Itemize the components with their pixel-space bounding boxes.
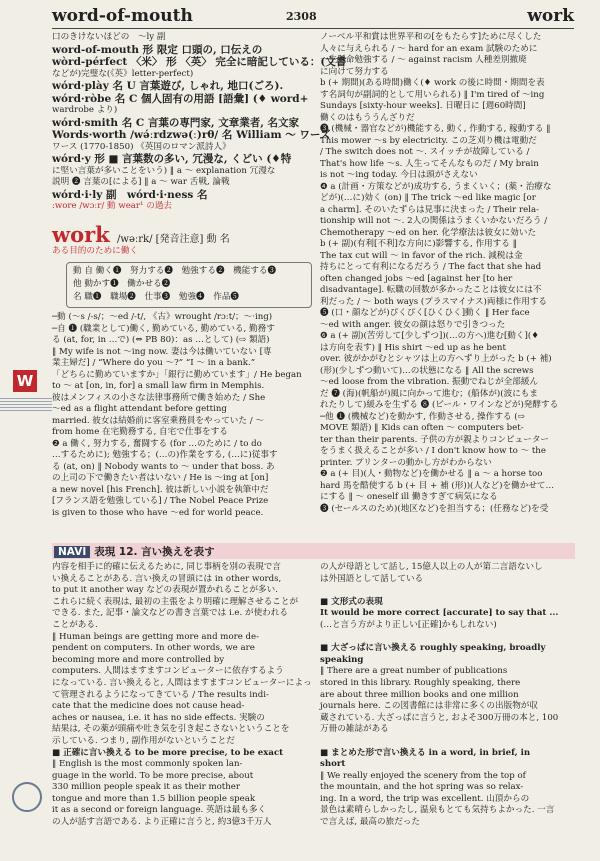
entry-line: …するために); 勉強する；(…の)作業をする, (…に)従事す [52,450,278,460]
navi-line: pendent on computers. In other words, we are [52,643,255,654]
entry-line: a charm]. そのいたずらは見事に決まった / Their rela- [320,204,539,215]
navi-left-column [52,562,310,829]
navi-line: できる. また, 記事・論文などの書き言葉では i.e. が使われる [52,608,288,619]
core-meaning-label: ある目的のために働く [52,246,138,256]
navi-line: 蔵されている. 大ざっぱに言うと, およそ300万冊の本と, 100 [320,712,559,723]
navi-line: ing. In a word, the trip was excellent. 山頂からの [320,793,530,804]
entry-line: 業主婦だ] / “Where do you ～?” “I ～ in a bank.” [52,358,256,368]
entry-line: ❻ a (+ 副)(苦労して[少しずつ])(…の方へ)進む[動く](♦ [320,331,539,341]
entry-line: ノーベル平和賞は世界平和の[をもたらす]ために尽くした [320,32,542,42]
entry-line: ～ed loose from the vibration. 振動でねじが全部緩ん [320,377,539,387]
entry-line: printer. プリンターの動かし方がわからない [320,457,492,468]
entry-line: れたりして)緩みを生ずる ❽ (ビール・ワインなどが)発酵する [320,400,559,410]
navi-subheading: speaking [320,654,364,665]
navi-line: 内容を相手に的確に伝えるために, 同じ事柄を別の表現で言 [52,562,281,572]
entry-line: ❷ a (+ 目)(人・動物など)を働かせる ‖ a ～ a horse too [320,469,543,479]
navi-line: 結果は, その薬が頭痛や吐き気を引き起こさないということを [52,724,290,735]
entry-line: 口のきけないほどの ～ly 副 [52,32,166,42]
meaning-summary-box [66,262,312,308]
entry-line: is not ～ing today. 今日は頭がさえない [320,170,478,180]
entry-line: This mower ～s by electricity. この芝刈り機は電動だ [320,135,537,146]
entry-line: す名詞句が副詞的として用いられる) ‖ I'm tired of ～ing [320,89,545,100]
entry-line: ─動 (～s /-s/；～ed /-t/, 《古》wrought /rɔːt/；～·ing) [52,312,273,322]
navi-line: computers. 人間はますますコンピューターに依存するよう [52,666,284,677]
entry-line: b (+ 期間)(ある時間)働く(♦ work の後に時間・期間を表 [320,78,545,88]
navi-line: ‖ We really enjoyed the scenery from the top of [320,770,526,781]
navi-line: 景色は素晴らしかったし, 温泉もとても気持ちよかった. 一言 [320,805,555,816]
entry-line: b (+ 副)(有利[不利]な方向に)影響する, 作用する ‖ [320,239,517,249]
entry-line: Chemotherapy ～ed on her. 化学療法は彼女に効いた [320,227,537,238]
entry-line: どが)(…に)効く (on) ‖ The trick ～ed like magic [or [320,193,536,203]
entry-line: の上司の下で働きたい者はいない / He is ～ing at [on] [52,473,269,483]
entry-line: 彼はメンフィスの小さな法律事務所で働き始めた / She [52,392,266,403]
header-rule [52,28,574,29]
entry-line: That's how life ～s. 人生ってそんなものだ / My brain [320,158,539,169]
navi-line [320,585,575,597]
entry-line: 持ちにとって有利になるだろう / The fact that she had [320,262,542,272]
entry-line: wardrobe より) [52,105,118,115]
entry-line: wórd·y 形 ■ 言葉数の多い, 冗漫な, くどい (♦特 [52,153,292,165]
entry-line: ❸ (セールスのため)(地区など)を担当する；(任務など)を受 [320,503,549,514]
entry-line: [フランス語を勉強している] / The Nobel Peace Prize [52,496,269,506]
headword-work: work [52,222,110,247]
navi-line: て管理されるようになってきている / The results indi- [52,689,269,700]
navi-line: ‖ Human beings are getting more and more de- [52,631,260,642]
entry-line: disadvantage]. 転職の回数が多かったことは彼女には不 [320,285,542,295]
entry-line: だ ❼ (海)(帆船が)風に向かって進む；(船体が)(波にもま [320,388,538,399]
entry-line: often changed jobs ～ed [against her [to her [320,273,513,284]
entry-line: などが)完璧な(《英》letter-perfect) [52,68,194,79]
navi-line: い換えることがある. 言い換えの冒頭には in other words, [52,573,282,584]
entry-line: 説明 ❷ 言葉の[による] ‖ a ～ war 舌戦, 論戦 [52,177,230,187]
entry-line: married. 彼女は結婚前に客室乗務員をやっていた / ～ [52,415,264,426]
navi-subheading: ■ 大ざっぱに言い換える roughly speaking, broadly [320,643,546,654]
navi-line: の人が話す言語である. より正確に言うと, 約3億3千万人 [52,817,272,828]
navi-right-column [320,562,575,829]
summary-line: 名 職❶ 職場❷ 仕事❸ 勉強❹ 作品❺ [73,292,240,302]
navi-line: 万冊の雑誌がある [320,724,389,735]
entry-line: wórd·ròbe 名 C 個人固有の用語 [語彙] (♦ word+ [52,92,309,105]
entry-line: 利だった / ～ both ways (プラスマイナス)両様に作用する [320,296,548,307]
entry-line: is given to those who have ～ed for world peace. [52,507,264,518]
left-column-senses [52,312,310,519]
entry-line: / The switch does not ～. スイッチが故障している / [320,147,530,157]
navi-subheading: short [320,759,346,770]
entry-line: に向けて努力する [320,66,389,77]
entry-line: tionship will not ～. 2人の関係はうまくいかないだろう / [320,216,548,226]
entry-line: a new novel [his French]. 彼は新しい小説を執筆中だ [52,484,269,495]
navi-line: guage in the world. To be more precise, about [52,770,254,781]
entry-line: ❸ (機械・器官などが)機能する, 動く, 作動する, 稼動する ‖ [320,124,551,134]
entry-line: ❺ (口・顔などが)ぴくぴく[ひくひく]動く ‖ Her face [320,308,530,318]
navi-line: cate that the medicine does not cause head- [52,701,245,712]
navi-title: 表現 12. 言い換えを表す [94,546,215,558]
navi-line: は外国語として話している [320,573,424,584]
navi-line: これらに続く表現は, 最初の主張をより明確に理解させることが [52,596,299,607]
entry-line: MOVE 類語) ‖ Kids can often ～ computers bet- [320,423,524,433]
navi-line: の人が母語として話し, 15億人以上の人が第二言語ないし [320,562,543,572]
entry-line: は方向を表す) ‖ His shirt ～ed up as he bent [320,342,506,353]
entry-line: Sundays [sixty-hour weeks]. 日曜日に [週60時間] [320,101,526,111]
entry-line: (形)(少しずつ動いて)…の状態になる ‖ All the screws [320,365,534,376]
right-column [320,32,575,515]
navi-line: journals here. この図書館には非常に多くの出版物が収 [320,701,538,712]
entry-line: る (at, for, in …で) (⇔ PB 80)：as …として) (⇨ 類語) [52,335,270,345]
navi-line [320,632,575,644]
entry-line: wórd·smith 名 C 言葉の専門家, 文章業者, 名文家 [52,116,300,129]
entry-line: 人々に与えられる / ～ hard for an exam 試験のために [320,43,538,54]
entry-line: ─他 ❶ (機械など)を動かす, 作動させる, 操作する (⇨ [320,411,525,422]
entry-line: wórd·plày 名 U 言葉遊び, しゃれ, 地口(ごろ). [52,80,284,92]
entry-line: ❷ a 働く, 努力する, 奮闘する (for …のために / to do [52,438,262,449]
navi-heading [54,544,215,559]
entry-line: をうまく扱えることが多い / I don't know how to ～ the [320,446,546,456]
entry-line: hard 馬を酷使する b (+ 目 + 補 (形))(人など)を働かせて… [320,480,555,491]
thumb-index-stripes [0,398,52,412]
navi-line: (…と言う方がより正しい[正確]かもしれない) [320,619,497,630]
navi-line: ‖ There are a great number of publications [320,666,508,677]
navi-line [320,736,575,748]
navi-badge: NAVI [54,546,90,558]
navi-line: are about three million books and one million [320,689,519,700]
entry-line: from home 在宅勤務する, 自宅で仕事をする [52,427,228,437]
navi-line: It would be more correct [accurate] to say that ... [320,608,559,619]
navi-line: ‖ English is the most commonly spoken lan- [52,759,243,770]
entry-line: る (at, on) ‖ Nobody wants to ～ under that boss. あ [52,461,275,472]
entry-line: :wore /wɔːr/ 動 wear¹ の過去 [52,201,173,211]
entry-line: に堅い言葉が多いことをいう) ‖ a ～ explanation 冗漫な [52,165,276,176]
summary-line: 動 自 働く❶ 努力する❷ 勉強する❷ 機能する❸ [73,266,277,276]
navi-line: the mountain, and the hot spring was so relax- [320,782,524,793]
navi-line: aches or nausea, i.e. it has no side effects. 実験の [52,712,265,723]
navi-subheading: ■ まとめた形で言い換える in a word, in brief, in [320,747,531,758]
navi-line: becoming more and more controlled by [52,654,225,665]
entry-line: ─自 ❶ (職業として)働く, 勤めている, 勤めている, 勤務す [52,323,275,334]
entry-line: wòrd-pérfect 〈米〉 形 〈英〉 完全に暗記している：(文書 [52,56,347,68]
navi-line: tongue and more than 1.5 billion people speak [52,793,256,804]
core-meaning [52,246,310,258]
summary-line: 他 動かす❶ 働かせる❷ [73,279,171,289]
entry-line: にする ‖ ～ oneself ill 働きすぎて病気になる [320,492,498,502]
navi-line: ことがある. [52,619,98,630]
entry-line: The tax cut will ～ in favor of the rich. 減税は金 [320,250,523,261]
entry-line: wórd·i·ly 副 wórd·i·ness 名 [52,188,208,201]
entry-line: 働くのはもううんざりだ [320,112,415,123]
navi-line: it as a second or foreign language. 英語は最も多く [52,805,267,816]
entry-line: ❹ a (計画・方策などが)成功する, うまくいく；(薬・治療な [320,181,552,192]
entry-line: ～ed as a flight attendant before getting [52,404,227,414]
navi-line: 示している. つまり, 副作用がないということだ [52,735,235,746]
navi-line: 330 million people speak it as their mother [52,782,240,793]
entry-line: ter than their parents. 子供の方が親よりコンピューター [320,434,550,445]
navi-line: to put it another way などの表現が置かれることが多い. [52,585,278,596]
navi-subheading: ■ 文形式の表現 [320,596,383,607]
entry-line: Words·worth /wə́ːrdzwə(ː)rθ/ 名 William ～ ワーズ [52,129,331,141]
entry-line: 一生懸命勉強する / ～ against racism 人種差別撤廃 [320,55,527,65]
entry-line: word-of-mouth 形 限定 口頭の, 口伝えの [52,43,263,56]
running-head-right: work [527,6,574,26]
navi-line: stored in this library. Roughly speaking, there [320,677,521,688]
page-number: 2308 [286,10,317,23]
thumb-index-tab: W [13,370,37,392]
left-column-top [52,32,347,213]
entry-line: over. 彼がかがむとシャツは上の方へずり上がった b (+ 補) [320,354,552,364]
running-head-left: word-of-mouth [52,6,193,26]
entry-line: 「どちらに勤めていますか」「銀行に勤めています」/ He began [52,369,302,380]
main-headword [52,222,230,247]
headword-pronunciation: /wəːrk/ [発音注意] 動 名 [117,234,230,245]
entry-line: to ～ at [on, in, for] a small law firm in Memphis. [52,381,265,391]
navi-subheading: ■ 正確に言い換える to be more precise, to be exact [52,747,284,758]
entry-line: ～ed with anger. 彼女の顔は怒りで引きつった [320,319,506,330]
navi-line: になっている. 言い換えると, 人間はますますコンピューターによっ [52,677,312,688]
navi-line: で言えば, 最高の旅だった [320,817,420,828]
entry-line: ‖ My wife is not ～ing now. 妻は今は働いていない [専 [52,346,272,357]
decorative-flower-icon [12,782,42,812]
entry-line: ワース (1770-1850) 《英国のロマン派詩人》 [52,141,231,152]
